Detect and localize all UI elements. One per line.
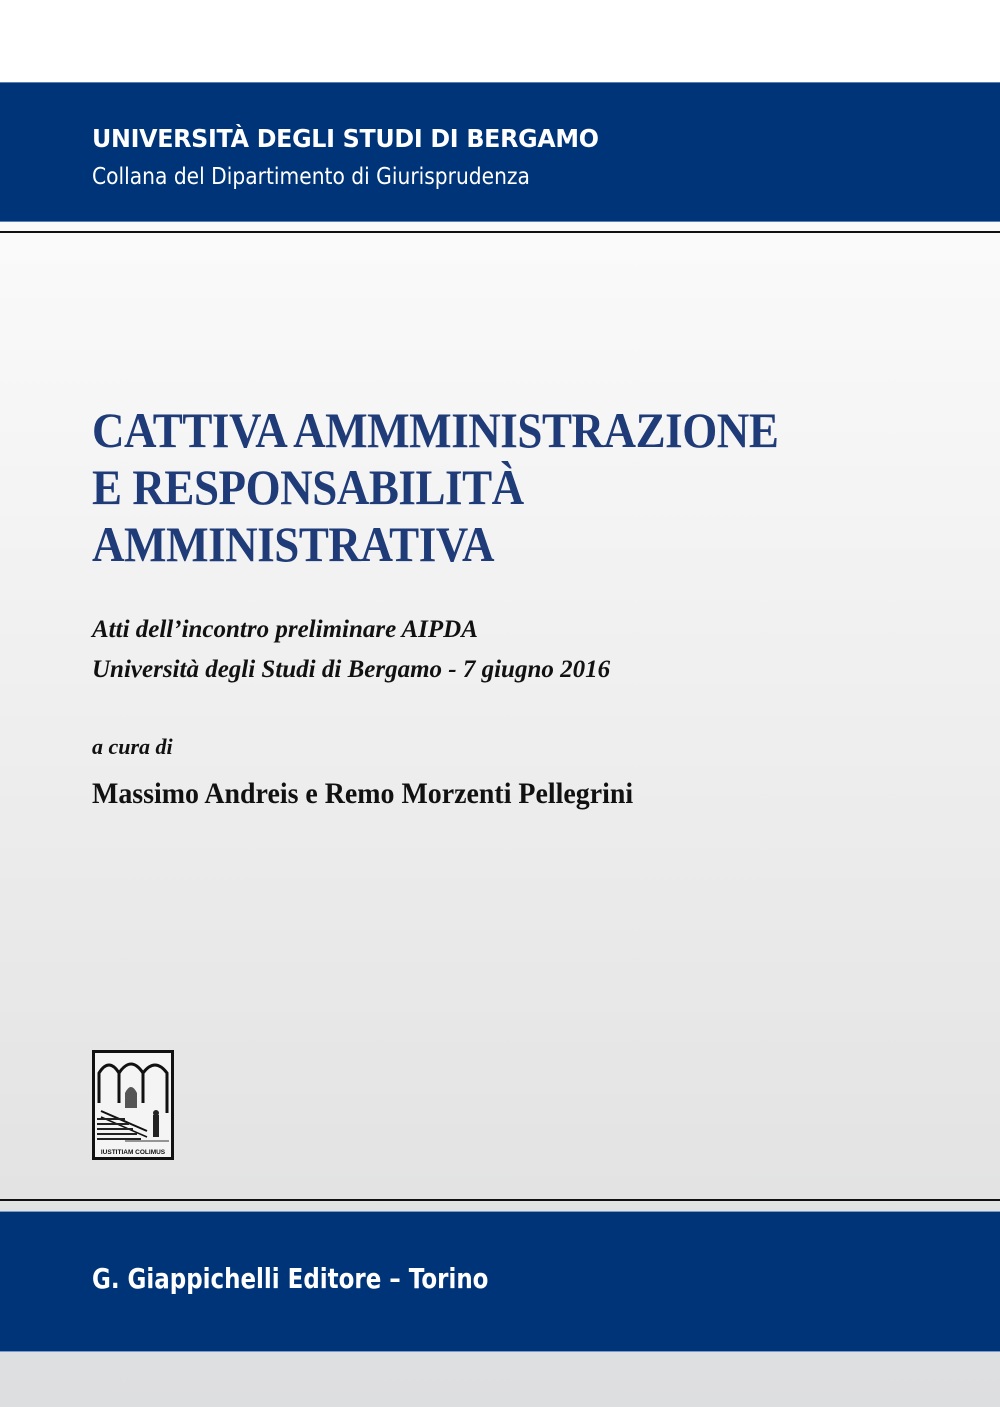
series-name: Collana del Dipartimento di Giurisprudenza xyxy=(92,164,530,190)
bottom-divider xyxy=(0,1199,1000,1201)
book-subtitle xyxy=(92,610,610,690)
publisher-name: G. Giappichelli Editore – Torino xyxy=(92,1262,489,1295)
subtitle-line-1: Atti dell’incontro preliminare AIPDA xyxy=(92,616,478,643)
staircase-arches-icon xyxy=(95,1053,171,1157)
editors-label: a cura di xyxy=(92,734,173,759)
top-margin xyxy=(0,0,1000,82)
editors-names: Massimo Andreis e Remo Morzenti Pellegrini xyxy=(92,777,634,810)
top-divider xyxy=(0,231,1000,233)
book-title xyxy=(92,402,855,573)
logo-motto: IUSTITIAM COLIMUS xyxy=(100,1149,166,1156)
university-name: UNIVERSITÀ DEGLI STUDI DI BERGAMO xyxy=(92,124,599,153)
title-line-1: CATTIVA AMMMINISTRAZIONE xyxy=(92,402,779,458)
publisher-logo-icon xyxy=(92,1050,174,1160)
title-line-2: E RESPONSABILITÀ xyxy=(92,459,524,515)
subtitle-line-2: Università degli Studi di Bergamo - 7 giugno 2016 xyxy=(92,656,611,683)
title-line-3: AMMINISTRATIVA xyxy=(92,516,495,572)
